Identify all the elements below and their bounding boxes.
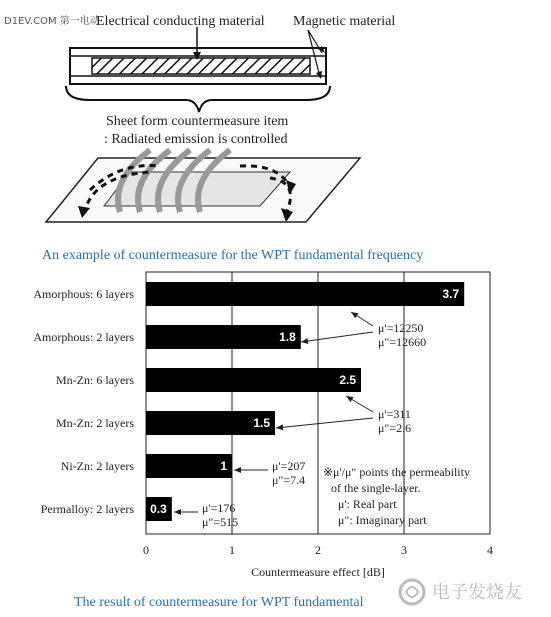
top-caption: An example of countermeasure for the WPT fundamental frequency [42, 248, 424, 263]
countermeasure-diagram [0, 0, 551, 240]
bar-value-label: 3.7 [442, 287, 460, 301]
note-line-4: μ": Imaginary part [338, 513, 427, 527]
bar-value-label: 2.5 [339, 373, 356, 387]
countermeasure-bar-chart [0, 270, 551, 590]
annotation-arrowhead [346, 396, 354, 402]
x-tick-label: 3 [401, 543, 407, 557]
logo-watermark [392, 572, 542, 612]
category-label: Ni-Zn: 2 layers [60, 459, 134, 473]
bar-value-label: 1.8 [279, 330, 296, 344]
annotation-arrowhead [234, 467, 241, 473]
magnetic-material-label: Magnetic material [293, 14, 396, 29]
permeability-annotation-real: μ'=12250 [378, 321, 424, 335]
category-label: Permalloy: 2 layers [40, 502, 134, 516]
annotation-arrowhead [301, 338, 308, 344]
x-tick-label: 4 [487, 543, 493, 557]
sheet-item-label: Sheet form countermeasure item [106, 114, 289, 129]
x-tick-label: 2 [315, 543, 321, 557]
annotation-arrowhead [174, 509, 181, 515]
category-label: Amorphous: 6 layers [33, 287, 134, 301]
category-label: Amorphous: 2 layers [33, 330, 134, 344]
conducting-material-label: Electrical conducting material [96, 14, 265, 29]
note-line-1: ※μ'/μ" points the permeability [323, 465, 470, 479]
bar-chart-svg [0, 270, 551, 590]
note-line-2: of the single-layer. [331, 481, 421, 495]
annotation-leader [276, 418, 373, 428]
annotation-leader [301, 332, 373, 342]
permeability-annotation-real: μ'=207 [272, 459, 306, 473]
sheet-item-sublabel: : Radiated emission is controlled [104, 132, 288, 147]
permeability-annotation-real: μ'=176 [202, 501, 236, 515]
annotation-arrowhead [276, 424, 283, 430]
brace [66, 86, 330, 112]
conducting-layer [92, 58, 310, 74]
site-watermark: D1EV.COM 第一电动 [4, 16, 100, 27]
category-label: Mn-Zn: 2 layers [56, 416, 134, 430]
permeability-note [323, 465, 470, 527]
x-axis-label: Countermeasure effect [dB] [251, 565, 385, 579]
logo-watermark-text: 电子发烧友 [432, 582, 522, 603]
bar-value-label: 0.3 [150, 502, 167, 516]
permeability-annotation-real: μ'=311 [378, 407, 411, 421]
x-tick-label: 0 [143, 543, 149, 557]
bar [146, 282, 464, 306]
bar [146, 454, 232, 478]
bottom-caption: The result of countermeasure for WPT fundamental [74, 595, 364, 610]
bar [146, 325, 301, 349]
category-label: Mn-Zn: 6 layers [56, 373, 134, 387]
note-line-3: μ': Real part [338, 497, 397, 511]
bar-value-label: 1.5 [253, 416, 270, 430]
annotation-arrowhead [351, 312, 359, 318]
permeability-annotation-imag: μ"=12660 [378, 335, 427, 349]
logo-watermark-icon [392, 572, 542, 612]
permeability-annotation-imag: μ"=2.6 [378, 421, 412, 435]
x-tick-label: 1 [229, 543, 235, 557]
bar [146, 368, 361, 392]
permeability-annotation-imag: μ"=515 [202, 515, 239, 529]
bar-value-label: 1 [220, 459, 227, 473]
permeability-annotation-imag: μ"=7.4 [272, 473, 306, 487]
